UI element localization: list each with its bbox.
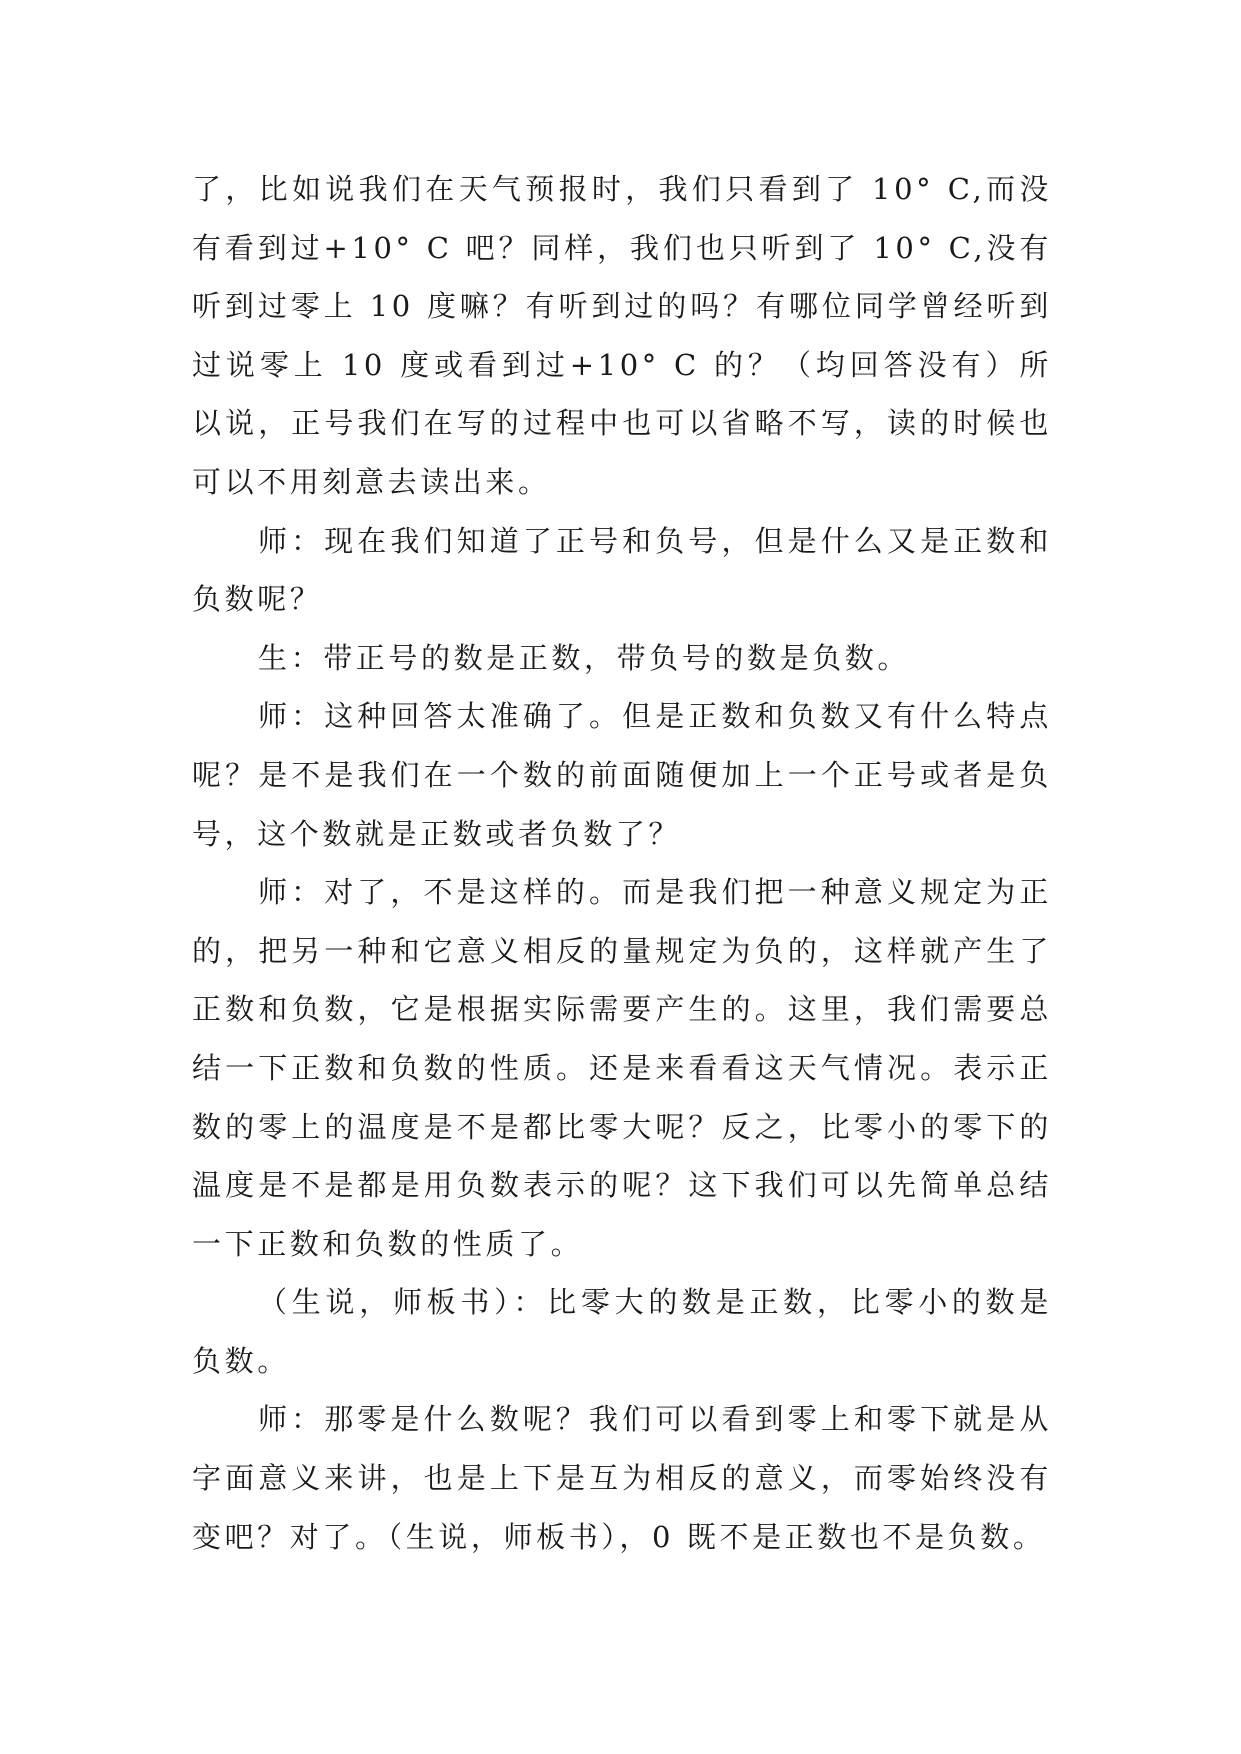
paragraph-6: （生说，师板书）：比零大的数是正数，比零小的数是负数。 xyxy=(192,1285,1052,1378)
paragraph-4: 师：这种回答太准确了。但是正数和负数又有什么特点呢？是不是我们在一个数的前面随便加上一个正号或者是负号，这个数就是正数或者负数了？ xyxy=(192,699,1052,851)
document-body xyxy=(192,160,1052,1566)
paragraph-3: 生：带正号的数是正数，带负号的数是负数。 xyxy=(258,640,911,675)
paragraph-1: 了，比如说我们在天气预报时，我们只看到了 10° C,而没有看到过+10° C 吧？同样，我们也只听到了 10° C,没有听到过零上 10 度嘛？有听到过的吗？有哪位同学曾经听到过说零上 10 度或看到过+10° C 的？（均回答没有）所以说，正号我们在写的过程中也可以省略不写，读的时候也可以不用刻意去读出来。 xyxy=(192,172,1052,499)
paragraph-2: 师：现在我们知道了正号和负号，但是什么又是正数和负数呢？ xyxy=(192,523,1052,617)
paragraph-5: 师：对了，不是这样的。而是我们把一种意义规定为正的，把另一种和它意义相反的量规定为负的，这样就产生了正数和负数，它是根据实际需要产生的。这里，我们需要总结一下正数和负数的性质。还是来看看这天气情况。表示正数的零上的温度是不是都比零大呢？反之，比零小的零下的温度是不是都是用负数表示的呢？这下我们可以先简单总结一下正数和负数的性质了。 xyxy=(192,875,1052,1261)
paragraph-7: 师：那零是什么数呢？我们可以看到零上和零下就是从字面意义来讲，也是上下是互为相反的意义，而零始终没有变吧？对了。（生说，师板书），0 既不是正数也不是负数。 xyxy=(192,1402,1052,1554)
